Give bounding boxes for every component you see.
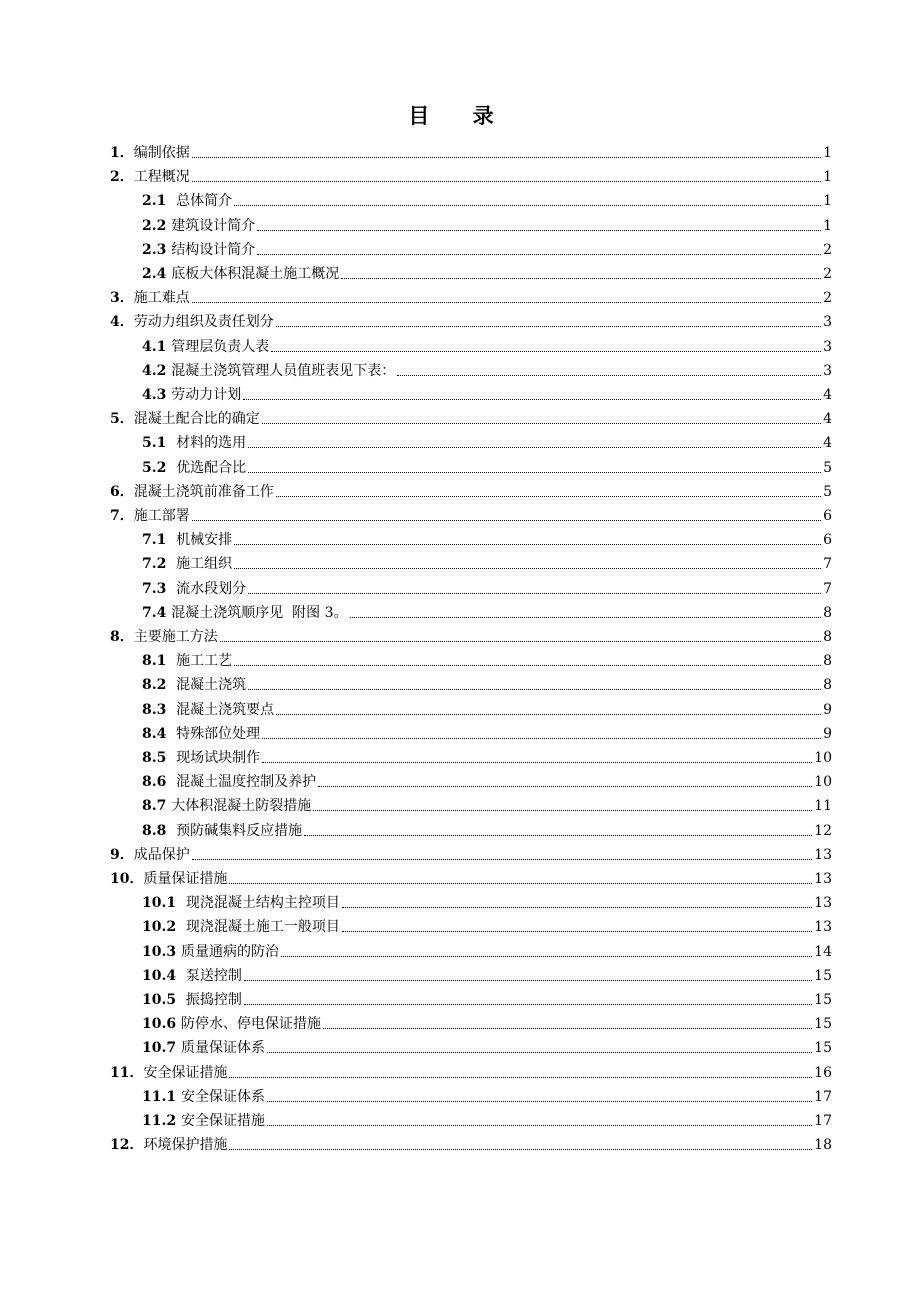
toc-entry-title: 现浇混凝土施工一般项目 (185, 919, 340, 936)
toc-entry-title: 流水段划分 (176, 580, 247, 597)
toc-entry-title: 施工部署 (133, 508, 190, 524)
toc-entry[interactable] (142, 1106, 832, 1130)
dot-leader (262, 737, 821, 739)
toc-entry-title: 成品保护 (133, 846, 190, 863)
toc-entry-title: 混凝土温度控制及养护 (176, 774, 317, 791)
toc-entry[interactable] (142, 888, 832, 912)
toc-entry-page: 18 (814, 1137, 832, 1154)
toc-entry[interactable] (142, 985, 832, 1009)
toc-entry-number: 11.2 (142, 1113, 181, 1129)
toc-entry[interactable] (142, 767, 832, 791)
dot-leader (234, 664, 821, 666)
toc-entry-page: 5 (823, 483, 832, 500)
toc-entry-page: 15 (814, 992, 832, 1008)
toc-entry-page: 3 (823, 362, 832, 379)
toc-entry-title: 特殊部位处理 (176, 725, 261, 742)
dot-leader (248, 446, 821, 448)
toc-entry-title: 施工组织 (176, 556, 233, 573)
toc-entry-title: 混凝土配合比的确定 (133, 411, 260, 428)
dot-leader (276, 495, 821, 497)
toc-entry[interactable] (142, 816, 832, 840)
toc-entry[interactable] (142, 1082, 832, 1106)
dot-leader (257, 229, 821, 231)
dot-leader (248, 592, 821, 594)
toc-entry[interactable] (110, 864, 832, 888)
toc-entry-page: 3 (823, 314, 832, 331)
toc-entry[interactable] (142, 598, 832, 622)
toc-entry-number: 7.4 (142, 604, 172, 621)
dot-leader (318, 785, 812, 787)
toc-entry-number: 8.3 (142, 701, 177, 718)
toc-entry[interactable] (142, 695, 832, 719)
toc-entry-page: 2 (823, 266, 832, 282)
toc-entry-number: 11． (110, 1064, 144, 1081)
toc-entry-number: 4.2 (142, 362, 172, 379)
toc-entry-title: 质量保证体系 (180, 1040, 265, 1057)
toc-entry-title: 混凝土浇筑要点 (176, 701, 275, 718)
toc-entry[interactable] (142, 453, 832, 477)
dot-leader (244, 1003, 812, 1005)
toc-entry-title: 振捣控制 (185, 992, 242, 1008)
toc-entry-page: 1 (823, 193, 832, 210)
toc-entry[interactable] (142, 211, 832, 235)
toc-entry-title: 预防碱集料反应措施 (176, 822, 303, 839)
toc-entry-page: 8 (823, 629, 832, 645)
dot-leader (342, 930, 812, 932)
toc-entry-number: 8.6 (142, 774, 177, 791)
toc-entry-page: 17 (814, 1113, 832, 1129)
toc-entry[interactable] (142, 549, 832, 573)
toc-entry-page: 6 (823, 532, 832, 549)
dot-leader (341, 277, 821, 279)
toc-entry-page: 10 (814, 774, 832, 791)
dot-leader (248, 688, 821, 690)
dot-leader (234, 204, 821, 206)
toc-entry[interactable] (142, 1033, 832, 1057)
toc-entry-number: 10.5 (142, 992, 186, 1008)
toc-entry[interactable] (142, 186, 832, 210)
toc-entry-number: 2.4 (142, 266, 172, 282)
toc-entry-title: 大体积混凝土防裂措施 (171, 798, 312, 815)
toc-entry[interactable] (142, 356, 832, 380)
toc-entry-title: 质量通病的防治 (180, 943, 279, 960)
dot-leader (271, 350, 821, 352)
toc-entry-title: 管理层负责人表 (171, 338, 270, 355)
toc-entry-title: 环境保护措施 (143, 1137, 228, 1154)
toc-entry-title: 总体简介 (176, 193, 233, 210)
toc-entry-number: 5.1 (142, 435, 177, 452)
toc-entry-page: 15 (814, 967, 832, 984)
toc-entry-number: 3． (110, 290, 134, 307)
toc-entry-page: 15 (814, 1040, 832, 1057)
dot-leader (267, 1051, 812, 1053)
toc-entry[interactable] (110, 622, 832, 646)
dot-leader (229, 882, 812, 884)
toc-entry-page: 8 (823, 653, 832, 670)
toc-entry[interactable] (142, 428, 832, 452)
toc-entry[interactable] (142, 743, 832, 767)
toc-entry[interactable] (142, 380, 832, 404)
toc-entry-number: 6． (110, 483, 134, 500)
toc-entry-page: 13 (814, 895, 832, 912)
toc-entry-number: 10.7 (142, 1040, 181, 1057)
toc-entry-number: 10.1 (142, 895, 186, 912)
toc-entry[interactable] (110, 138, 832, 162)
toc-entry-title: 机械安排 (176, 532, 233, 549)
toc-entry-number: 11.1 (142, 1088, 181, 1105)
toc-entry[interactable] (142, 525, 832, 549)
toc-entry-title: 施工工艺 (176, 653, 233, 670)
toc-entry-title: 安全保证措施 (180, 1113, 265, 1129)
toc-entry[interactable] (110, 404, 832, 428)
toc-entry-number: 8.5 (142, 750, 177, 766)
toc-entry-page: 16 (814, 1064, 832, 1081)
dot-leader (229, 1076, 812, 1078)
toc-entry-page: 17 (814, 1088, 832, 1105)
toc-entry-title: 工程概况 (133, 169, 190, 186)
toc-entry[interactable] (110, 283, 832, 307)
dot-leader (234, 567, 821, 569)
toc-entry-title: 劳动力组织及责任划分 (133, 314, 274, 331)
toc-entry-number: 4． (110, 314, 134, 331)
toc-entry-title: 现浇混凝土结构主控项目 (185, 895, 340, 912)
toc-entry-number: 4.3 (142, 387, 172, 403)
toc-entry-title: 结构设计简介 (171, 241, 256, 258)
toc-entry-title: 编制依据 (133, 145, 190, 161)
toc-entry[interactable] (110, 501, 832, 525)
toc-entry[interactable] (110, 477, 832, 501)
toc-entry-number: 2.1 (142, 193, 177, 210)
dot-leader (276, 325, 821, 327)
toc-entry-page: 13 (814, 919, 832, 936)
toc-entry[interactable] (110, 1130, 832, 1154)
dot-leader (267, 1100, 812, 1102)
dot-leader (192, 519, 821, 521)
toc-entry-title: 泵送控制 (185, 967, 242, 984)
toc-entry-page: 15 (814, 1016, 832, 1033)
toc-entry-number: 5.2 (142, 459, 177, 476)
toc-entry-title: 安全保证措施 (143, 1064, 228, 1081)
toc-entry[interactable] (110, 307, 832, 331)
toc-entry-number: 9． (110, 846, 134, 863)
toc-entry[interactable] (142, 259, 832, 283)
toc-entry-page: 13 (814, 846, 832, 863)
toc-entry-number: 10.4 (142, 967, 186, 984)
toc-entry[interactable] (142, 646, 832, 670)
toc-entry-page: 1 (823, 145, 832, 161)
dot-leader (267, 1124, 812, 1126)
toc-entry-page: 7 (823, 556, 832, 573)
dot-leader (262, 422, 821, 424)
toc-entry-number: 8.7 (142, 798, 172, 815)
toc-entry-page: 13 (814, 871, 832, 887)
toc-entry-page: 8 (823, 677, 832, 694)
toc-entry-title: 劳动力计划 (171, 387, 242, 403)
toc-entry-number: 7.2 (142, 556, 177, 573)
toc-entry-page: 2 (823, 290, 832, 307)
toc-entry-title: 主要施工方法 (133, 629, 218, 645)
dot-leader (397, 374, 821, 376)
dot-leader (244, 979, 812, 981)
toc-entry-number: 12． (110, 1137, 144, 1154)
toc-entry-title: 混凝土浇筑 (176, 677, 247, 694)
toc-entry-page: 8 (823, 604, 832, 621)
toc-entry[interactable] (142, 670, 832, 694)
dot-leader (220, 640, 821, 642)
toc-entry-page: 4 (823, 387, 832, 403)
toc-entry[interactable] (142, 912, 832, 936)
toc-entry-number: 8.8 (142, 822, 177, 839)
toc-entry-number: 7． (110, 508, 134, 524)
toc-entry[interactable] (110, 162, 832, 186)
dot-leader (243, 398, 821, 400)
toc-entry[interactable] (142, 235, 832, 259)
dot-leader (281, 955, 812, 957)
dot-leader (229, 1148, 812, 1150)
toc-entry-page: 4 (823, 435, 832, 452)
toc-entry-number: 2.3 (142, 241, 172, 258)
dot-leader (350, 616, 822, 618)
toc-entry-number: 1． (110, 145, 134, 161)
toc-entry-title: 建筑设计简介 (171, 217, 256, 234)
dot-leader (304, 834, 812, 836)
toc-entry[interactable] (142, 574, 832, 598)
page-title: 目 录 (408, 103, 512, 128)
dot-leader (248, 471, 821, 473)
toc-entry-page: 9 (823, 725, 832, 742)
toc-entry-number: 2． (110, 169, 134, 186)
toc-entry-number: 8.2 (142, 677, 177, 694)
toc-entry-number: 5． (110, 411, 134, 428)
dot-leader (234, 543, 821, 545)
toc-entry[interactable] (142, 332, 832, 356)
dot-leader (313, 809, 812, 811)
toc-entry-number: 8.1 (142, 653, 177, 670)
toc-entry-title: 混凝土浇筑前准备工作 (133, 483, 274, 500)
dot-leader (192, 180, 821, 182)
dot-leader (192, 301, 821, 303)
toc-entry-title: 质量保证措施 (143, 871, 228, 887)
dot-leader (276, 713, 821, 715)
toc-entry-page: 6 (823, 508, 832, 524)
toc-entry-page: 14 (814, 943, 832, 960)
toc-entry-title: 安全保证体系 (180, 1088, 265, 1105)
toc-entry[interactable] (110, 1058, 832, 1082)
dot-leader (262, 761, 812, 763)
toc-entry-number: 4.1 (142, 338, 172, 355)
toc-entry-number: 2.2 (142, 217, 172, 234)
toc-entry-page: 7 (823, 580, 832, 597)
toc-entry[interactable] (142, 937, 832, 961)
toc-entry-page: 12 (814, 822, 832, 839)
toc-entry-title: 混凝土浇筑顺序见 附图 3。 (171, 604, 348, 621)
toc-entry-title: 优选配合比 (176, 459, 247, 476)
toc-entry-page: 10 (814, 750, 832, 766)
toc-entry-number: 10.3 (142, 943, 181, 960)
toc-entry-number: 10.6 (142, 1016, 181, 1033)
toc-entry[interactable] (142, 719, 832, 743)
toc-entry-number: 8.4 (142, 725, 177, 742)
toc-entry-number: 10． (110, 871, 144, 887)
toc-entry-page: 4 (823, 411, 832, 428)
dot-leader (342, 906, 812, 908)
toc-entry-number: 7.3 (142, 580, 177, 597)
toc-entry-number: 10.2 (142, 919, 186, 936)
toc-entry-page: 11 (814, 798, 832, 815)
dot-leader (257, 253, 821, 255)
toc-entry[interactable] (110, 840, 832, 864)
toc-entry-page: 1 (823, 217, 832, 234)
toc-entry-title: 防停水、停电保证措施 (180, 1016, 321, 1033)
toc-entry-title: 材料的选用 (176, 435, 247, 452)
dot-leader (192, 156, 821, 158)
toc-entry-title: 现场试块制作 (176, 750, 261, 766)
toc-entry-page: 1 (823, 169, 832, 186)
toc-entry-number: 7.1 (142, 532, 177, 549)
toc-entry[interactable] (142, 961, 832, 985)
dot-leader (323, 1027, 812, 1029)
toc-entry-page: 5 (823, 459, 832, 476)
toc-entry-title: 底板大体积混凝土施工概况 (171, 266, 340, 282)
toc-entry-title: 混凝土浇筑管理人员值班表见下表： (171, 362, 396, 379)
toc-entry-title: 施工难点 (133, 290, 190, 307)
dot-leader (192, 858, 812, 860)
toc-entry-page: 2 (823, 241, 832, 258)
toc-entry-number: 8． (110, 629, 134, 645)
toc-entry-page: 3 (823, 338, 832, 355)
toc-entry[interactable] (142, 1009, 832, 1033)
toc-entry-page: 9 (823, 701, 832, 718)
toc-entry[interactable] (142, 791, 832, 815)
